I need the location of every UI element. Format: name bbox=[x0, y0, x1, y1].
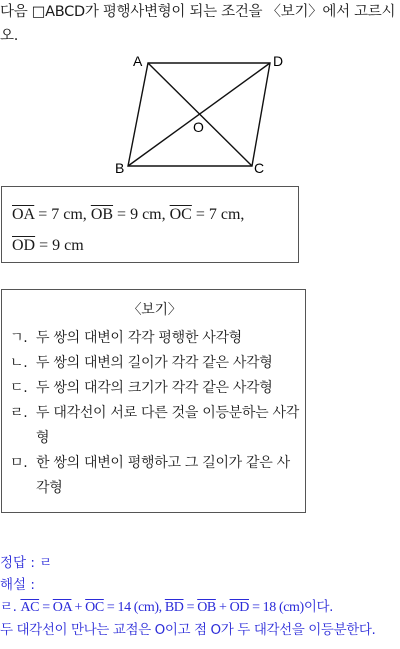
vertex-label-b: B bbox=[115, 160, 125, 176]
question-line-1: 다음 □ABCD가 평행사변형이 되는 조건을 〈보기〉에서 고르시 bbox=[0, 4, 396, 20]
given-eq-3: = 7 cm, bbox=[191, 206, 245, 223]
segment-ac: $\overline{AC}$ bbox=[20, 600, 40, 615]
bogi-option-1 bbox=[10, 326, 299, 351]
answer-line bbox=[0, 552, 400, 574]
explanation-line-1 bbox=[0, 596, 400, 619]
explanation-label: 해설 : bbox=[0, 577, 35, 593]
bogi-option-label: ㄱ. bbox=[10, 330, 28, 346]
equals-sign: = bbox=[39, 600, 53, 615]
plus-sign: + bbox=[71, 600, 86, 615]
bogi-option-3 bbox=[10, 376, 299, 401]
bogi-option-text: 두 대각선이 서로 다른 것을 이등분하는 사각형 bbox=[36, 405, 299, 446]
bogi-box bbox=[1, 289, 306, 513]
result-bd: = 18 (cm) bbox=[248, 600, 304, 615]
bogi-option-text: 두 쌍의 대각의 크기가 각각 같은 사각형 bbox=[36, 380, 273, 396]
bogi-option-text: 한 쌍의 대변이 평행하고 그 길이가 같은 사각형 bbox=[36, 455, 290, 496]
given-eq-2: = 9 cm, bbox=[113, 206, 170, 223]
segment-oa: $\overline{OA}$ bbox=[52, 600, 72, 615]
result-ac: = 14 (cm), bbox=[103, 600, 165, 615]
explanation-prefix: ㄹ. bbox=[0, 599, 21, 615]
vertex-label-d: D bbox=[273, 53, 284, 69]
bogi-option-5 bbox=[10, 451, 299, 501]
segment-ob: $\overline{OB}$ bbox=[90, 206, 114, 223]
segment-od: $\overline{OD}$ bbox=[12, 237, 36, 254]
bogi-title: 〈보기〉 bbox=[127, 302, 182, 318]
bogi-option-label: ㄹ. bbox=[10, 405, 28, 421]
plus-sign: + bbox=[215, 600, 230, 615]
vertex-label-a: A bbox=[133, 53, 143, 69]
given-line-2 bbox=[12, 230, 290, 261]
segment-bd: $\overline{BD}$ bbox=[164, 600, 184, 615]
bogi-option-text: 두 쌍의 대변의 길이가 각각 같은 사각형 bbox=[36, 355, 273, 371]
bogi-option-4 bbox=[10, 401, 299, 451]
explanation-suffix: 이다. bbox=[303, 599, 333, 615]
answer-section bbox=[0, 552, 400, 641]
parallelogram-figure bbox=[0, 0, 400, 185]
given-conditions-box bbox=[1, 186, 299, 263]
bogi-option-label: ㅁ. bbox=[10, 455, 28, 471]
segment-oc: $\overline{OC}$ bbox=[85, 600, 104, 615]
bogi-option-2 bbox=[10, 351, 299, 376]
center-label-o: O bbox=[193, 119, 204, 135]
equals-sign: = bbox=[183, 600, 198, 615]
explanation-line-2: 두 대각선이 만나는 교점은 O이고 점 O가 두 대각선을 이등분한다. bbox=[0, 622, 376, 638]
given-line-1 bbox=[12, 199, 290, 230]
bogi-option-label: ㄷ. bbox=[10, 380, 28, 396]
given-eq-1: = 7 cm, bbox=[34, 206, 91, 223]
given-eq-4: = 9 cm bbox=[35, 237, 84, 254]
answer-value: ㄹ bbox=[39, 555, 53, 571]
segment-od: $\overline{OD}$ bbox=[229, 600, 249, 615]
answer-label: 정답 : bbox=[0, 555, 35, 571]
bogi-option-label: ㄴ. bbox=[10, 355, 28, 371]
vertex-label-c: C bbox=[254, 160, 265, 176]
question-line-2: 오. bbox=[0, 28, 19, 44]
segment-oa: $\overline{OA}$ bbox=[12, 206, 35, 223]
bogi-option-text: 두 쌍의 대변이 각각 평행한 사각형 bbox=[36, 330, 242, 346]
segment-ob: $\overline{OB}$ bbox=[197, 600, 216, 615]
segment-oc: $\overline{OC}$ bbox=[169, 206, 192, 223]
diagonal-bd bbox=[128, 63, 270, 166]
